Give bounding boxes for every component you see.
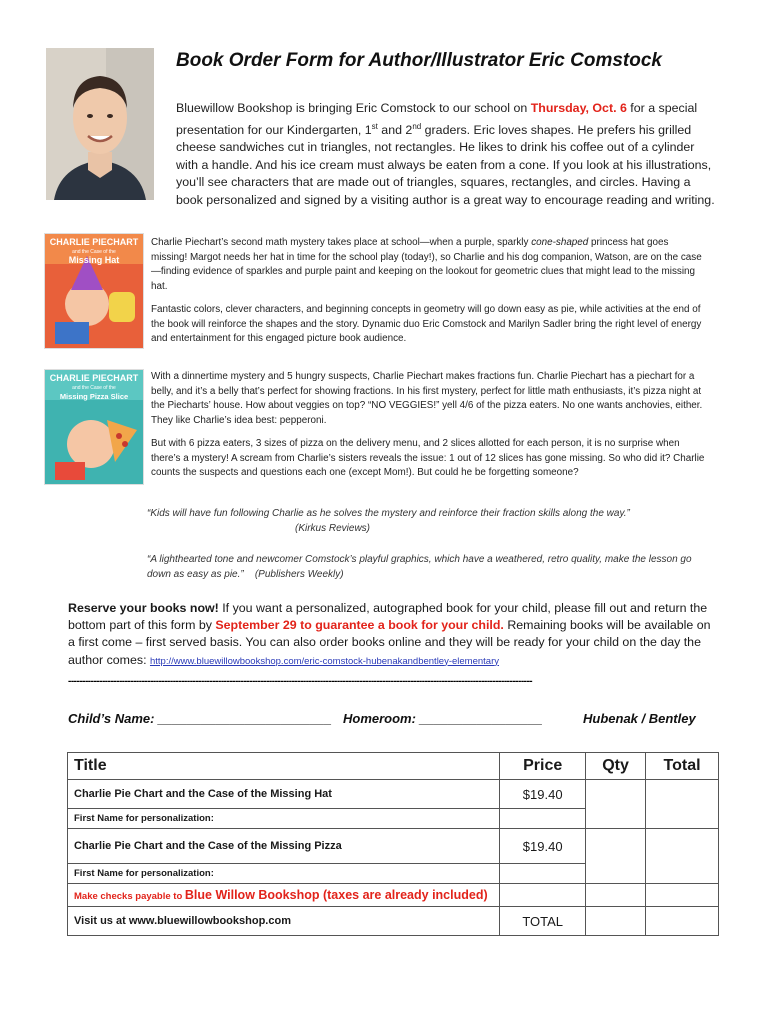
cut-line: -------------------------------------------------------------------------------------------------------------------------------------------------------------------- — [68, 676, 533, 687]
book-2-paragraph-1: With a dinnertime mystery and 5 hungry suspects, Charlie Piechart makes fractions fun. Charlie Piechart has a piechart for a belly, and it’s a belly that’s perfect for showing fractions. In his first mystery, perfect for little math enthusiasts, it’s pizza night at the Piecharts’ house. How about veggies on top? “NO VEGGIES!” yell 4/6 of the pizza eaters. No one wants anchovies, either. They like Charlie’s idea best: pepperoni. — [151, 371, 703, 427]
total-label: TOTAL — [500, 907, 586, 936]
cover-1-name: Missing Hat — [68, 255, 120, 265]
homeroom-field[interactable]: Homeroom: _________________ — [343, 711, 543, 726]
header-total: Total — [646, 753, 719, 780]
page-title: Book Order Form for Author/Illustrator Eric Comstock — [176, 50, 662, 71]
table-row — [68, 780, 719, 809]
cover-1-subtitle: and the Case of the — [72, 249, 116, 255]
review-source-2: (Publishers Weekly) — [254, 568, 344, 580]
book-1-total-cell[interactable] — [646, 780, 719, 829]
order-online-link[interactable]: http://www.bluewillowbookshop.com/eric-comstock-hubenakandbentley-elementary — [149, 655, 500, 667]
intro-paragraph: Bluewillow Bookshop is bringing Eric Comstock to our school on Thursday, Oct. 6 for a special presentation for our Kindergarten, 1st and 2nd graders. Eric loves shapes. He prefers his grilled cheese sandwiches cut in triangles, not rectangles. He likes to drink his coffee out of a cylinder with a handle. And his ice cream must always be eaten from a cone. If you look at his illustrations, you’ll see characters that are made out of triangles, squares, rectangles, and circles. Having a book personalized and signed by a visiting author is a great way to encourage reading and writing. — [176, 101, 715, 207]
deadline: September 29 to guarantee a book for your child. — [215, 618, 504, 633]
reserve-lead: Reserve your books now! — [68, 601, 219, 615]
table-row — [68, 829, 719, 864]
book-1-paragraph-1: Charlie Piechart’s second math mystery takes place at school—when a purple, sparkly cone-shaped princess hat goes missing! Margot needs her hat in time for the school play (today!), so Charlie and his dog companion, Watson, are on the case—finding evidence of sparkles and purple paint and keeping on the lookout for geometric clues that might lead to the missing hat. — [151, 237, 702, 293]
table-row — [68, 907, 719, 936]
childs-name-field[interactable]: Child’s Name: ________________________ — [68, 711, 332, 726]
book-1-personalization-field[interactable]: First Name for personalization: — [68, 809, 500, 829]
header-price: Price — [500, 753, 586, 780]
school-names: Hubenak / Bentley — [583, 711, 696, 726]
checks-payable-note: Make checks payable to Blue Willow Bookshop (taxes are already included) — [68, 884, 500, 907]
table-row — [68, 884, 719, 907]
book-cover-missing-hat — [44, 233, 144, 349]
author-photo — [46, 48, 154, 200]
review-quote-1: “Kids will have fun following Charlie as he solves the mystery and reinforce their fraction skills along the way.” (Kirkus Reviews) — [147, 507, 707, 536]
book-2-personalization-field[interactable]: First Name for personalization: — [68, 864, 500, 884]
visit-website: Visit us at www.bluewillowbookshop.com — [68, 907, 500, 936]
book-2-qty-cell[interactable] — [586, 829, 646, 884]
reserve-paragraph: Reserve your books now! If you want a personalized, autographed book for your child, please fill out and return the bottom part of this form by September 29 to guarantee a book for your child. Remaining books will be available on a first come – first served basis. You can also order books online and they will be ready for your child on the day the author comes: http://www.bluewillowbookshop.com/eric-comstock-hubenakandbentley-elementary — [68, 601, 711, 667]
grand-total-cell[interactable] — [646, 907, 719, 936]
book-2-title: Charlie Pie Chart and the Case of the Missing Pizza — [68, 829, 500, 864]
book-1-title: Charlie Pie Chart and the Case of the Missing Hat — [68, 780, 500, 809]
cover-2-title: CHARLIE PIECHART — [49, 373, 139, 383]
book-2-price: $19.40 — [500, 829, 586, 864]
header-qty: Qty — [586, 753, 646, 780]
cover-2-name: Missing Pizza Slice — [59, 392, 129, 401]
cover-2-subtitle: and the Case of the — [72, 385, 116, 391]
book-2-description — [151, 370, 707, 489]
order-table — [67, 752, 719, 936]
table-header-row — [68, 753, 719, 780]
book-2-paragraph-2: But with 6 pizza eaters, 3 sizes of pizza on the delivery menu, and 2 slices allotted for each person, it is no surprise when there’s a mystery! A scream from Charlie’s sisters reveals the issue: 1 out of 12 slices has gone missing. So who did it? Charlie counts the suspects and questions each one (except Mom!). But could he be forgetting someone? — [151, 437, 705, 479]
review-source-1: (Kirkus Reviews) — [295, 522, 371, 534]
header-title: Title — [68, 753, 500, 780]
book-cover-missing-pizza — [44, 369, 144, 485]
book-2-total-cell[interactable] — [646, 829, 719, 884]
book-1-qty-cell[interactable] — [586, 780, 646, 829]
visit-date: Thursday, Oct. 6 — [530, 101, 627, 115]
book-1-price: $19.40 — [500, 780, 586, 809]
cover-1-title: CHARLIE PIECHART — [49, 237, 139, 247]
book-1-paragraph-2: Fantastic colors, clever characters, and beginning concepts in geometry will go down easy as pie, while activities at the end of the book will reinforce the shapes and the story. Dynamic duo Eric Comstock and Marilyn Sadler bring the right level of energy and entertainment for this engaged picture book audience. — [151, 303, 702, 345]
book-1-description — [151, 236, 707, 355]
review-quote-2: “A lighthearted tone and newcomer Comstock’s playful graphics, which have a weathered, retro quality, make the lesson go down as easy as pie.” (Publishers Weekly) — [147, 554, 692, 580]
